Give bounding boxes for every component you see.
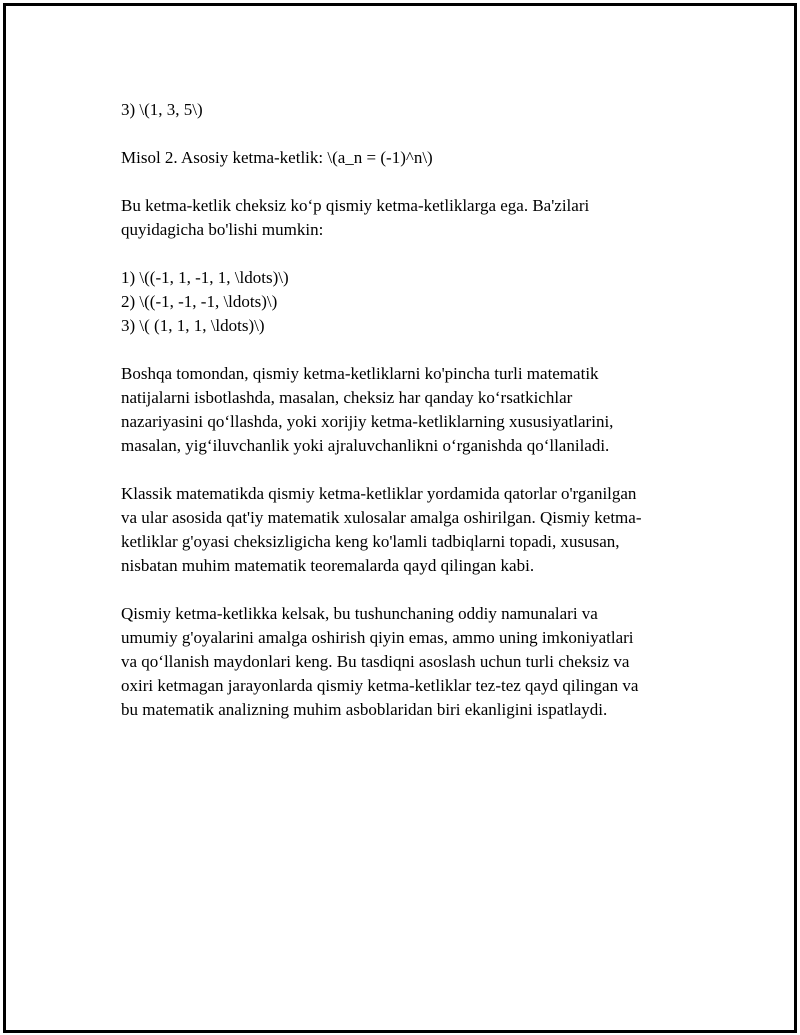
list-item: 2) \((-1, -1, -1, \ldots)\): [121, 292, 278, 311]
list-item: 1) \((-1, 1, -1, 1, \ldots)\): [121, 268, 289, 287]
paragraph-2: Boshqa tomondan, qismiy ketma-ketliklarni ko'pincha turli matematik natijalarni isbotlashda, masalan, cheksiz har qanday ko‘rsatkichlar nazariyasini qo‘llashda, yoki xorijiy ketma-ketliklarning xususiyatlarini, masalan, yig‘iluvchanlik yoki ajraluvchanlikni o‘rganishda qo‘llaniladi.: [121, 364, 614, 455]
paragraph-3: Klassik matematikda qismiy ketma-ketliklar yordamida qatorlar o'rganilgan va ular asosida qat'iy matematik xulosalar amalga oshirilgan. Qismiy ketma- ketliklar g'oyasi cheksizligicha keng ko'lamli tadbiqlarni topadi, xususan, nisbatan muhim matematik teoremalarda qayd qilingan kabi.: [121, 484, 642, 575]
paragraph-1: Bu ketma-ketlik cheksiz ko‘p qismiy ketma-ketliklarga ega. Ba'zilari quyidagicha bo'lishi mumkin:: [121, 196, 590, 239]
subsequence-list: [121, 266, 701, 338]
document-body: [121, 98, 701, 746]
paragraph-4: Qismiy ketma-ketlikka kelsak, bu tushunchaning oddiy namunalari va umumiy g'oyalarini amalga oshirish qiyin emas, ammo uning imkoniyatlari va qo‘llanish maydonlari keng. Bu tasdiqni asoslash uchun turli cheksiz va oxiri ketmagan jarayonlarda qismiy ketma-ketliklar tez-tez qayd qilingan va bu matematik analizning muhim asboblaridan biri ekanligini ispatlaydi.: [121, 604, 639, 719]
example-heading: Misol 2. Asosiy ketma-ketlik: \(a_n = (-1)^n\): [121, 148, 433, 167]
intro-item: 3) \(1, 3, 5\): [121, 100, 203, 119]
page-frame: [3, 3, 797, 1033]
list-item: 3) \( (1, 1, 1, \ldots)\): [121, 316, 265, 335]
